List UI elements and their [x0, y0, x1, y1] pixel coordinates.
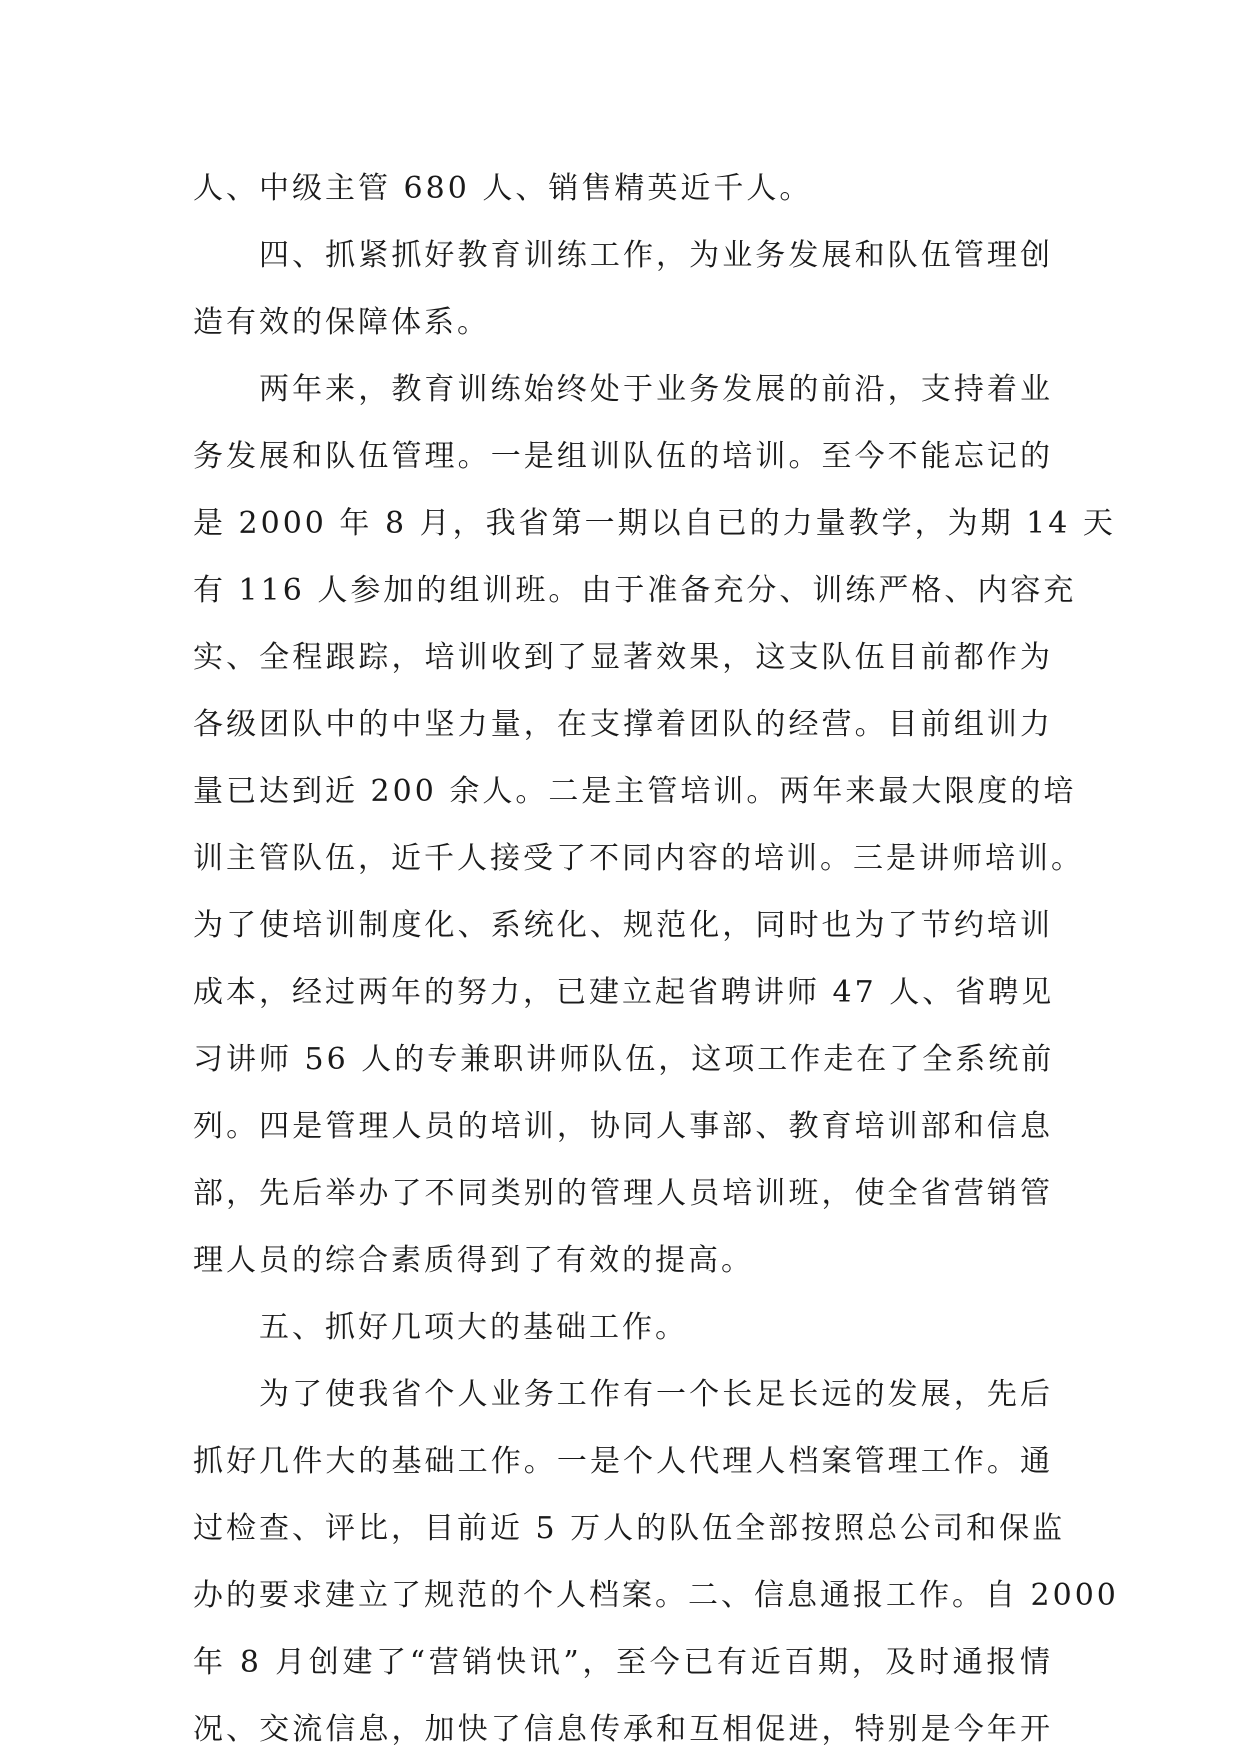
text-line: 有 116 人参加的组训班。由于准备充分、训练严格、内容充 [193, 573, 1077, 608]
text-line: 部，先后举办了不同类别的管理人员培训班，使全省营销管 [193, 1176, 1053, 1211]
text-line: 人、中级主管 680 人、销售精英近千人。 [193, 171, 813, 206]
body-text [193, 155, 1119, 1763]
text-line: 务发展和队伍管理。一是组训队伍的培训。至今不能忘记的 [193, 439, 1053, 474]
text-line: 年 8 月创建了“营销快讯”，至今已有近百期，及时通报情 [193, 1645, 1053, 1680]
text-line: 况、交流信息，加快了信息传承和互相促进，特别是今年开 [193, 1712, 1053, 1747]
text-line: 训主管队伍，近千人接受了不同内容的培训。三是讲师培训。 [193, 841, 1084, 876]
text-line: 为了使我省个人业务工作有一个长足长远的发展，先后 [259, 1377, 1053, 1412]
text-line: 各级团队中的中坚力量，在支撑着团队的经营。目前组训力 [193, 707, 1053, 742]
text-line: 四、抓紧抓好教育训练工作，为业务发展和队伍管理创 [259, 238, 1053, 273]
text-line: 办的要求建立了规范的个人档案。二、信息通报工作。自 2000 [193, 1578, 1119, 1613]
text-line: 两年来，教育训练始终处于业务发展的前沿，支持着业 [259, 372, 1053, 407]
text-line: 为了使培训制度化、系统化、规范化，同时也为了节约培训 [193, 908, 1053, 943]
text-line: 是 2000 年 8 月，我省第一期以自已的力量教学，为期 14 天 [193, 506, 1116, 541]
text-line: 造有效的保障体系。 [193, 305, 490, 340]
text-line: 实、全程跟踪，培训收到了显著效果，这支队伍目前都作为 [193, 640, 1053, 675]
text-line: 列。四是管理人员的培训，协同人事部、教育培训部和信息 [193, 1109, 1053, 1144]
text-line: 习讲师 56 人的专兼职讲师队伍，这项工作走在了全系统前 [193, 1042, 1055, 1077]
text-line: 五、抓好几项大的基础工作。 [259, 1310, 688, 1345]
text-line: 抓好几件大的基础工作。一是个人代理人档案管理工作。通 [193, 1444, 1053, 1479]
text-line: 量已达到近 200 余人。二是主管培训。两年来最大限度的培 [193, 774, 1077, 809]
text-line: 成本，经过两年的努力，已建立起省聘讲师 47 人、省聘见 [193, 975, 1055, 1010]
text-line: 理人员的综合素质得到了有效的提高。 [193, 1243, 754, 1278]
text-line: 过检查、评比，目前近 5 万人的队伍全部按照总公司和保监 [193, 1511, 1066, 1546]
